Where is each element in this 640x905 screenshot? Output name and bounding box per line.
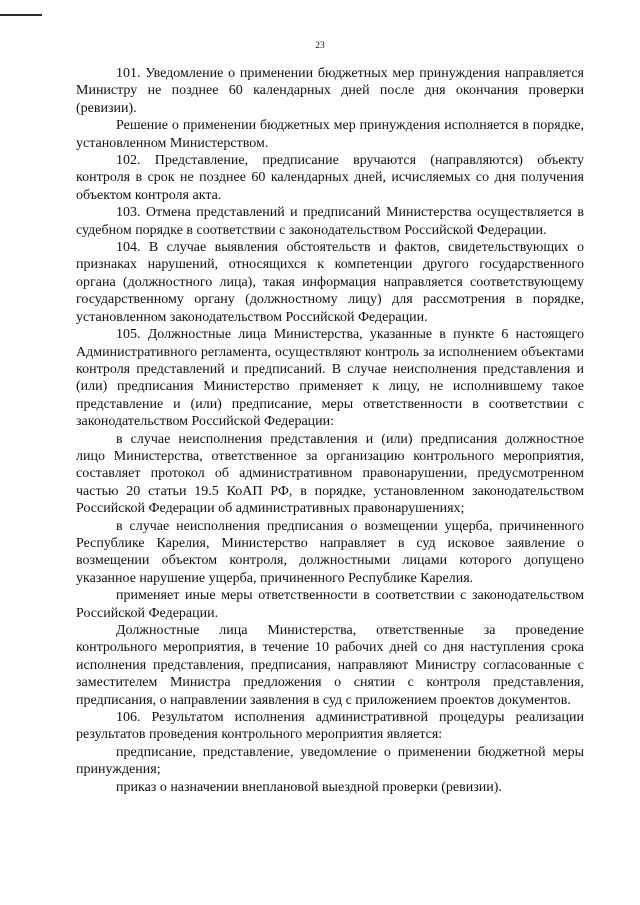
paragraph-protocol: в случае неисполнения представления и (или) предписания должностное лицо Министерства, ответственное за организацию контрольного мероприятия, составляет протокол об административном правонарушении, предусмотренном частью 20 статьи 19.5 КоАП РФ, в порядке, установленном законодательством Российской Федерации об административных правонарушениях; (76, 431, 584, 517)
paragraph-101: 101. Уведомление о применении бюджетных мер принуждения направляется Министру не позднее 60 календарных дней после дня окончания проверки (ревизии). (76, 66, 584, 116)
paragraph-prescription: предписание, представление, уведомление о применении бюджетной меры принуждения; (76, 744, 584, 778)
paragraph-104: 104. В случае выявления обстоятельств и фактов, свидетельствующих о признаках нарушений, относящихся к компетенции другого государственного органа (должностного лица), такая информация направляется соответствующему государственному органу (должностному лицу) для рассмотрения в порядке, установленном законодательством Российской Федерации. (76, 240, 584, 325)
scan-edge-mark (0, 14, 42, 16)
paragraph-other-measures: применяет иные меры ответственности в соответствии с законодательством Российской Федерации. (76, 588, 584, 621)
paragraph-order: приказ о назначении внеплановой выездной проверки (ревизии). (116, 779, 502, 795)
paragraph-decision: Решение о применении бюджетных мер принуждения исполняется в порядке, установленном Министерством. (76, 118, 584, 151)
paragraph-105: 105. Должностные лица Министерства, указанные в пункте 6 настоящего Административного регламента, осуществляют контроль за исполнением объектами контроля представлений и предписаний. В случае неисполнения представления и (или) предписания Министерство применяет к лицу, не исполнившему такое представление и (или) предписание, меры ответственности в соответствии с законодательством Российской Федерации: (76, 327, 584, 430)
paragraph-103: 103. Отмена представлений и предписаний Министерства осуществляется в судебном порядке в соответствии с законодательством Российской Федерации. (76, 205, 584, 238)
paragraph-102: 102. Представление, предписание вручаются (направляются) объекту контроля в срок не позднее 60 календарных дней, исчисляемых со дня получения объектом контроля акта. (76, 153, 584, 203)
paragraph-officials: Должностные лица Министерства, ответственные за проведение контрольного мероприятия, в течение 10 рабочих дней со дня наступления срока исполнения представления, предписания, направляют Министру согласованные с заместителем Министра предложения о снятии с контроля представления, предписания, о направлении заявления в суд с приложением проектов документов. (76, 623, 584, 708)
paragraph-106: 106. Результатом исполнения административной процедуры реализации результатов проведения контрольного мероприятия является: (76, 710, 584, 743)
paragraph-damages: в случае неисполнения предписания о возмещении ущерба, причиненного Республике Карелия, Министерство направляет в суд исковое заявление о возмещении объектом контроля, должностными лицами которого допущено указанное нарушение ущерба, причиненного Республике Карелия. (76, 518, 584, 586)
document-body (76, 65, 584, 796)
page-number: 23 (315, 41, 325, 51)
